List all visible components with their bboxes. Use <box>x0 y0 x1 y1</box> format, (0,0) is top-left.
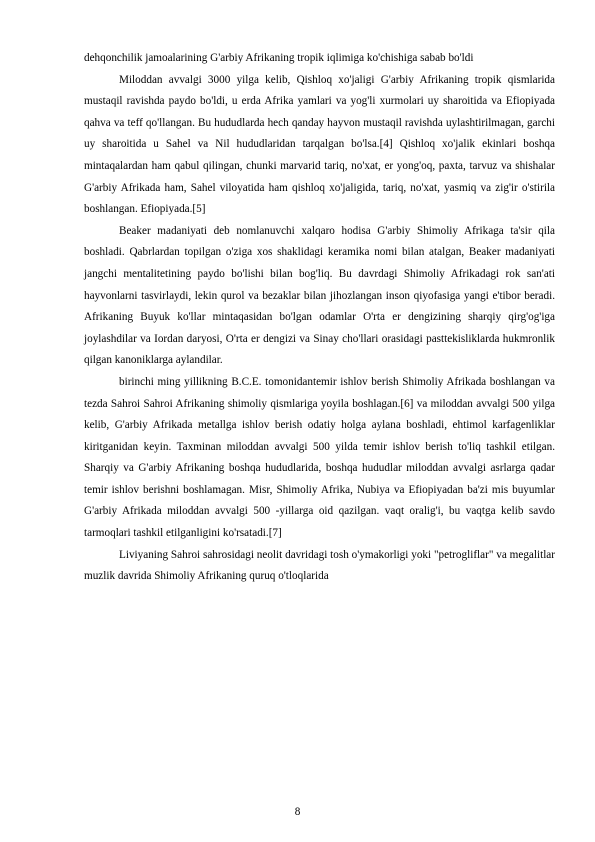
document-body <box>84 48 555 588</box>
paragraph-1: dehqonchilik jamoalarining G'arbiy Afrikaning tropik iqlimiga ko'chishiga sabab bo'ldi <box>84 52 474 64</box>
paragraph-3: Beaker madaniyati deb nomlanuvchi xalqaro hodisa G'arbiy Shimoliy Afrikaga ta'sir qila boshladi. Qabrlardan topilgan o'ziga xos shaklidagi keramika nomi bilan atalgan, Beaker madaniyati jangchi mentalitetining paydo bo'lishi bilan bog'liq. Bu davrdagi Shimoliy Afrikadagi rok san'ati hayvonlarni tasvirlaydi, lekin qurol va bezaklar bilan jihozlangan inson qiyofasiga yangi e'tibor beradi. Afrikaning Buyuk ko'llar mintaqasidan bo'lgan odamlar O'rta er dengizining sharqiy qirg'og'iga joylashdilar va Iordan daryosi, O'rta er dengizi va Sinay cho'llari orasidagi pasttekisliklarda hukmronlik qilgan kanoniklarga aylandilar. <box>84 224 555 367</box>
paragraph-5: Liviyaning Sahroi sahrosidagi neolit davridagi tosh o'ymakorligi yoki "petrogliflar" va megalitlar muzlik davrida Shimoliy Afrikaning quruq o'tloqlarida <box>84 548 555 583</box>
paragraph-2: Miloddan avvalgi 3000 yilga kelib, Qishloq xo'jaligi G'arbiy Afrikaning tropik qismlarida mustaqil ravishda paydo bo'ldi, u erda Afrika yamlari va yog'li xurmolari uy sharoitida va Efiopiyada qahva va teff qo'llangan. Bu hududlarda hech qanday hayvon mustaqil ravishda uylashtirilmagan, garchi uy sharoitida u Sahel va Nil hududlaridan tarqalgan bo'lsa.[4] Qishloq xo'jalik ekinlari boshqa mintaqalardan ham qabul qilingan, chunki marvarid tariq, no'xat, er yong'oq, paxta, tarvuz va shishalar G'arbiy Afrikada ham, Sahel viloyatida ham qishloq xo'jaligida, tariq, no'xat, yasmiq va zig'ir o'stirila boshlangan. Efiopiyada.[5] <box>84 73 555 216</box>
paragraph-4: birinchi ming yillikning B.C.E. tomonidantemir ishlov berish Shimoliy Afrikada boshlangan va tezda Sahroi Sahroi Afrikaning shimoliy qismlariga yoyila boshlagan.[6] va miloddan avvalgi 500 yilga kelib, G'arbiy Afrikada metallga ishlov berish odatiy holga aylana boshladi, ehtimol karfagenliklar kiritganidan keyin. Taxminan miloddan avvalgi 500 yilda temir ishlov berish to'liq tashkil etilgan. Sharqiy va G'arbiy Afrikaning boshqa hududlarida, boshqa hududlar miloddan avvalgi asrlarga qadar temir ishlov berishni boshlamagan. Misr, Shimoliy Afrika, Nubiya va Efiopiyadan ba'zi mis buyumlar G'arbiy Afrikada miloddan avvalgi 500 -yillarga oid qazilgan. vaqt oralig'i, bu vaqtga kelib savdo tarmoqlari tashkil etilganligini ko'rsatadi.[7] <box>84 375 555 540</box>
page-number: 8 <box>294 806 301 818</box>
